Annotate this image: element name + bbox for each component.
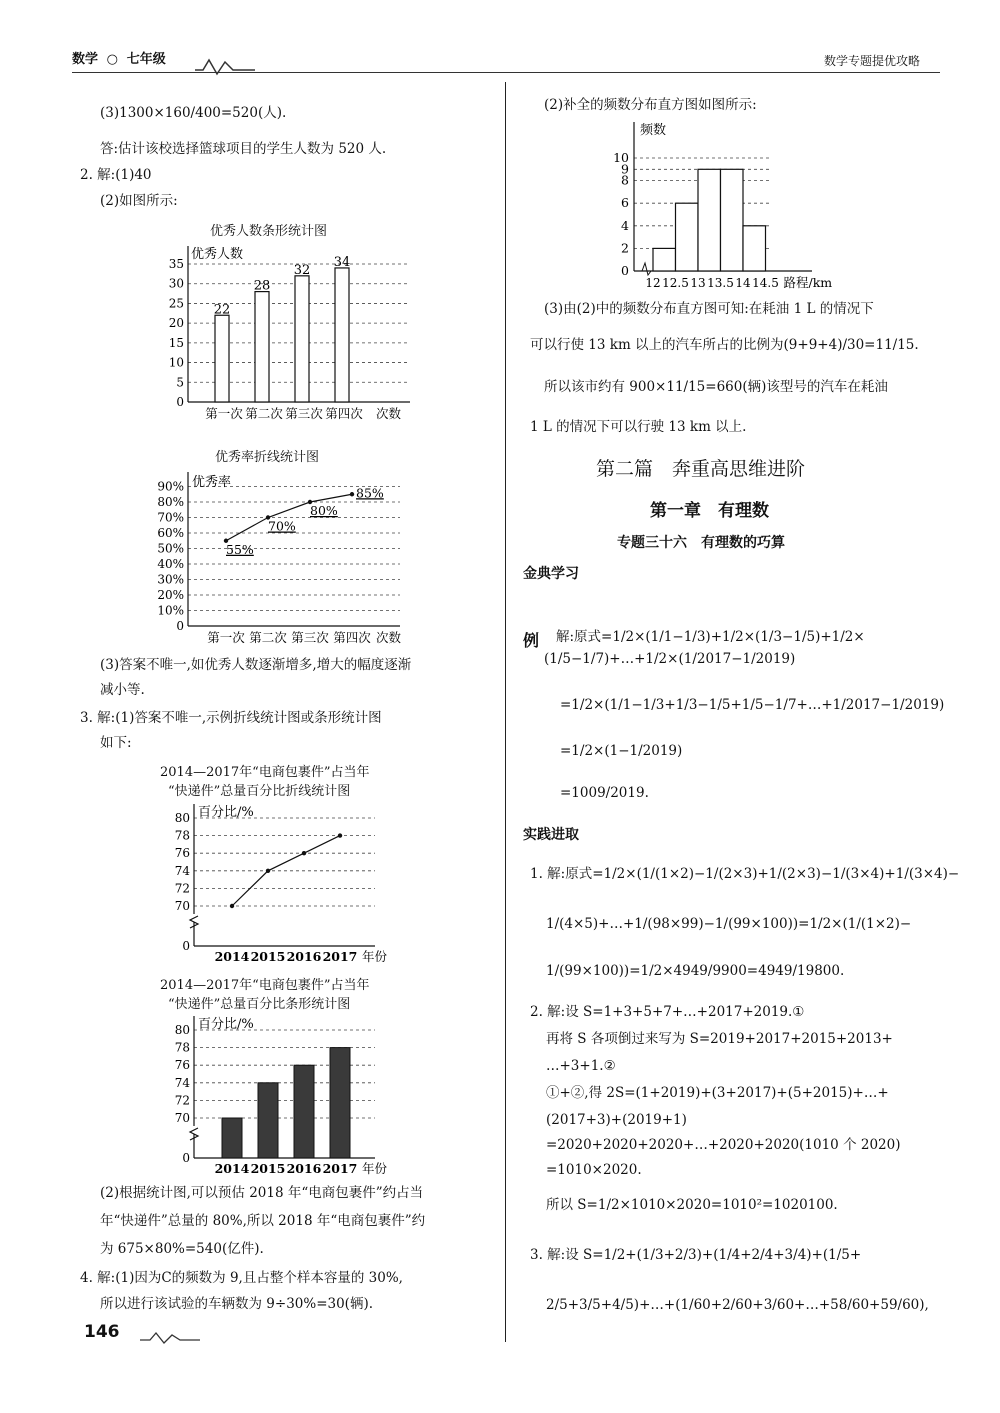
x-tick-label: 第二次 [245,406,283,421]
y-tick-label: 10 [613,150,629,165]
page-number-text: 146 [84,1322,120,1342]
practice2-line-8: 所以 S=1/2×1010×2020=1010²=1020100. [546,1197,838,1213]
x-axis-label: 年份 [362,1161,388,1176]
left-line-4: (2)如图所示: [100,193,178,209]
axis-break-icon [190,1128,198,1140]
bar [335,268,349,402]
left-line-13: 所以进行该试验的车辆数为 9÷30%=30(辆). [100,1296,374,1312]
header-subject-grade [72,48,166,67]
chart4-title-2: “快递件”总量百分比条形统计图 [168,997,351,1012]
practice3-line-2: 2/5+3/5+4/5)+…+(1/60+2/60+3/60+…+58/60+59/60), [546,1297,929,1313]
data-label: 28 [253,278,271,294]
header-circle-icon: ○ [102,52,123,67]
practice1-line-3: 1/(99×100))=1/2×4949/9900=4949/19800. [546,963,845,979]
data-point [302,851,306,855]
y-tick-label: 10% [157,603,184,618]
column-divider [505,82,506,1342]
x-tick-label: 2014 [214,1161,250,1176]
y-tick-label: 6 [621,195,629,211]
y-tick-label: 78 [174,1040,190,1055]
y-tick-label: 70 [174,899,190,913]
left-line-6: 减小等. [100,682,145,698]
example-line-1: 解:原式=1/2×(1/1−1/3)+1/2×(1/3−1/5)+1/2× [556,629,865,645]
y-axis-label: 百分比/% [198,1017,254,1032]
footer-wave-icon [140,1330,200,1346]
y-tick-label: 40% [157,557,184,571]
x-tick-label: 2016 [286,949,322,964]
y-tick-label: 70 [174,1111,190,1125]
left-line-8: 如下: [100,735,132,751]
practice1-line-2: 1/(4×5)+…+1/(98×99)−1/(99×100))=1/2×(1/(1×2)− [546,916,912,932]
y-tick-label: 70% [157,510,184,525]
x-tick-label: 2015 [250,1161,286,1176]
left-line-10: 年“快递件”总量的 80%,所以 2018 年“电商包裹件”约 [100,1213,426,1229]
bar [295,276,309,402]
example-label: 例 [523,631,540,650]
practice2-line-7: =1010×2020. [546,1162,642,1178]
x-tick-label: 第四次 [325,406,363,421]
x-tick-label: 13 [690,276,706,290]
x-tick-label: 12 [645,276,661,290]
y-tick-label: 60% [157,526,184,540]
data-label: 85% [356,485,384,501]
right-line-2: (3)由(2)中的频数分布直方图可知:在耗油 1 L 的情况下 [544,301,874,317]
histogram-bar [698,169,721,271]
histogram-distance [600,118,860,296]
y-tick-label: 74 [174,863,190,878]
x-tick-label: 13.5 [707,276,734,290]
line-chart-ecommerce-percent [170,800,390,968]
practice2-line-1: 2. 解:设 S=1+3+5+7+…+2017+2019.① [530,1004,805,1020]
axis-break-icon [642,263,651,275]
left-line-9: (2)根据统计图,可以预估 2018 年“电商包裹件”约占当 [100,1185,424,1201]
x-axis-label: 次数 [376,406,402,421]
chart3-title-2: “快递件”总量百分比折线统计图 [168,784,351,799]
y-tick-label: 80 [174,1023,190,1037]
bar [258,1083,278,1158]
y-axis-label: 优秀人数 [191,247,244,262]
example-line-3: =1/2×(1/1−1/3+1/3−1/5+1/5−1/7+…+1/2017−1/2019) [560,697,945,713]
x-tick-label: 第四次 [333,630,371,645]
data-point [230,904,234,908]
y-tick-label: 76 [174,846,190,861]
data-label: 80% [310,503,338,518]
y-tick-label: 5 [176,375,184,390]
chart1-title: 优秀人数条形统计图 [210,224,328,239]
x-axis-label: 年份 [362,949,388,964]
y-tick-label: 15 [168,335,184,350]
data-point [266,869,270,873]
y-tick-label: 74 [174,1075,190,1090]
page-number [84,1322,120,1342]
x-tick-label: 12.5 [662,276,689,290]
left-line-5: (3)答案不唯一,如优秀人数逐渐增多,增大的幅度逐渐 [100,657,412,673]
histogram-bar [653,248,676,271]
header-book-title: 数学专题提优攻略 [824,54,921,68]
practice1-line-1: 1. 解:原式=1/2×(1/(1×2)−1/(2×3)+1/(2×3)−1/(3×4)+1/(3×4)− [530,866,960,882]
x-tick-label: 第二次 [249,630,287,645]
y-tick-label: 72 [174,881,190,896]
example-line-4: =1/2×(1−1/2019) [560,743,683,759]
y-tick-label: 0 [182,939,190,953]
y-tick-label: 76 [174,1058,190,1073]
x-tick-label: 第三次 [285,406,323,421]
y-tick-label: 20% [157,588,184,602]
y-tick-label: 50% [157,541,184,556]
bar [294,1065,314,1158]
header-rule [72,72,940,73]
x-axis-label: 路程/km [783,275,833,290]
left-line-1: (3)1300×160/400=520(人). [100,105,287,121]
x-tick-label: 2017 [322,1161,358,1176]
x-tick-label: 14 [735,276,751,290]
y-axis-label: 频数 [640,123,667,138]
y-tick-label: 25 [168,296,184,311]
x-tick-label: 2017 [322,949,358,964]
practice2-line-5: (2017+3)+(2019+1) [546,1112,687,1128]
x-tick-label: 2015 [250,949,286,964]
y-tick-label: 0 [176,619,184,633]
data-point [350,492,354,496]
y-tick-label: 80 [174,811,190,825]
line-chart-excellent-rate [150,464,430,650]
practice2-line-4: ①+②,得 2S=(1+2019)+(3+2017)+(5+2015)+…+ [546,1085,889,1101]
shijian-heading: 实践进取 [523,827,579,843]
example-line-2: (1/5−1/7)+…+1/2×(1/2017−1/2019) [544,651,796,667]
x-axis-label: 次数 [376,630,402,645]
y-tick-label: 30 [168,276,184,291]
x-tick-label: 第一次 [205,406,243,421]
topic-title: 专题三十六 有理数的巧算 [617,535,785,551]
bar [330,1048,350,1158]
practice2-line-2: 再将 S 各项倒过来写为 S=2019+2017+2015+2013+ [546,1031,893,1047]
y-axis-label: 百分比/% [198,805,254,820]
chart4-title-1: 2014—2017年“电商包裹件”占当年 [160,978,370,993]
y-tick-label: 2 [621,240,629,256]
axis-break-icon [190,916,198,928]
chapter-title: 第一章 有理数 [650,501,769,521]
left-line-7: 3. 解:(1)答案不唯一,示例折线统计图或条形统计图 [80,710,382,726]
example-line-5: =1009/2019. [560,785,649,801]
y-tick-label: 35 [168,257,184,271]
histogram-bar [743,226,766,271]
histogram-bar [721,169,744,271]
left-line-2: 答:估计该校选择篮球项目的学生人数为 520 人. [100,141,387,157]
x-tick-label: 2014 [214,949,250,964]
data-label: 22 [213,302,231,318]
y-tick-label: 72 [174,1093,190,1108]
y-tick-label: 0 [176,395,184,409]
bar [215,315,229,402]
y-tick-label: 10 [168,355,184,370]
right-line-4: 所以该市约有 900×11/15=660(辆)该型号的汽车在耗油 [544,379,888,395]
header-grade: 七年级 [126,52,166,67]
bar [255,292,269,402]
practice2-line-3: …+3+1.② [546,1058,616,1074]
data-label: 55% [226,541,254,557]
y-tick-label: 30% [157,572,184,587]
right-line-5: 1 L 的情况下可以行驶 13 km 以上. [530,419,747,435]
left-line-12: 4. 解:(1)因为C的频数为 9,且占整个样本容量的 30%, [80,1270,403,1286]
y-tick-label: 90% [157,479,184,494]
bar-chart-ecommerce-percent [170,1012,390,1180]
right-line-1: (2)补全的频数分布直方图如图所示: [544,97,757,113]
data-label: 34 [333,254,351,270]
y-tick-label: 78 [174,828,190,843]
practice2-line-6: =2020+2020+2020+…+2020+2020(1010 个 2020) [546,1137,901,1153]
y-tick-label: 20 [168,316,184,331]
section-title: 第二篇 奔重高思维进阶 [596,458,806,480]
histogram-bar [676,203,699,271]
header-wave-icon [195,56,255,76]
header-subject: 数学 [72,52,99,67]
x-tick-label: 第一次 [207,630,245,645]
practice3-line-1: 3. 解:设 S=1/2+(1/3+2/3)+(1/4+2/4+3/4)+(1/5+ [530,1247,862,1263]
y-tick-label: 0 [621,263,629,278]
left-line-3: 2. 解:(1)40 [80,167,152,183]
y-tick-label: 9 [621,161,629,177]
x-tick-label: 14.5 [752,276,779,290]
y-tick-label: 8 [621,172,629,188]
y-tick-label: 80% [157,495,184,509]
y-axis-label: 优秀率 [192,475,232,490]
jindian-heading: 金典学习 [523,566,579,582]
chart3-title-1: 2014—2017年“电商包裹件”占当年 [160,765,370,780]
x-tick-label: 第三次 [291,630,329,645]
data-label: 70% [268,518,296,534]
x-tick-label: 2016 [286,1161,322,1176]
left-line-11: 为 675×80%=540(亿件). [100,1241,264,1257]
chart2-title: 优秀率折线统计图 [215,450,320,465]
bar-chart-excellent-count [160,238,430,428]
y-tick-label: 4 [621,217,629,233]
data-label: 32 [293,262,311,278]
bar [222,1118,242,1158]
right-line-3: 可以行使 13 km 以上的汽车所占的比例为(9+9+4)/30=11/15. [530,337,919,353]
data-point [338,833,342,837]
y-tick-label: 0 [182,1151,190,1165]
